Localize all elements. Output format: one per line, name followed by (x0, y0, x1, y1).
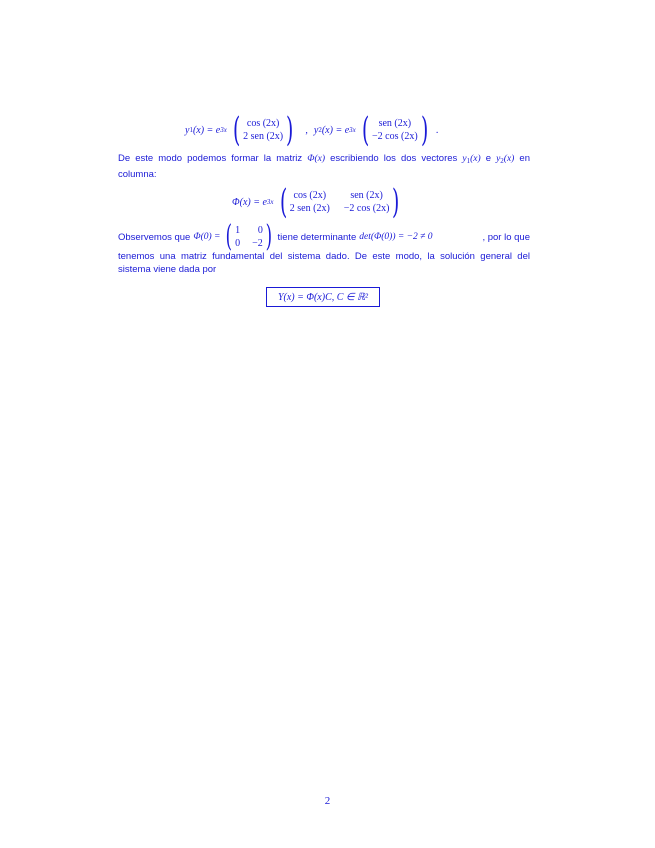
general-solution-formula: Y(x) = Φ(x)C, C ∈ ℝ² (277, 291, 369, 303)
matrix-entry: 0 (235, 237, 241, 249)
y1-argument: (x) = e (192, 124, 221, 136)
inline-math-subscript: 2 (500, 157, 504, 165)
y1-symbol: y (185, 124, 190, 136)
text-run: tenemos una matriz fundamental del sistema dado. De este modo, la solución general del (118, 251, 530, 262)
paragraph-matrix-definition (118, 152, 530, 181)
text-run: De este modo podemos formar la matriz (118, 153, 308, 164)
phi-lhs: Φ(x) = e (232, 196, 267, 208)
left-paren: ( (279, 182, 287, 222)
left-paren: ( (226, 219, 233, 254)
right-paren: ) (286, 110, 294, 150)
inline-math-determinant: det(Φ(0)) = −2 ≠ 0 (359, 232, 433, 242)
matrix-entry: −2 (252, 237, 263, 249)
text-run: tiene determinante (277, 231, 357, 243)
paragraph-fundamental-line3 (118, 263, 530, 276)
matrix-entry: 2 sen (2x) (289, 202, 330, 214)
inline-math-arg: (x) (470, 154, 481, 164)
text-run: e (480, 153, 497, 164)
page-number: 2 (324, 795, 331, 807)
right-paren: ) (420, 110, 428, 150)
separator-comma: , (305, 124, 308, 136)
phi-exponent: 3x (266, 198, 274, 206)
paragraph-fundamental-line2 (118, 250, 530, 263)
y2-exponent: 3x (349, 126, 356, 134)
y2-vector-entry: sen (2x) (378, 117, 412, 129)
text-run: escribiendo los dos vectores (325, 153, 463, 164)
inline-math-phi-zero: Φ(0) = (193, 232, 221, 242)
y2-vector-entry: −2 cos (2x) (372, 130, 418, 142)
inline-math-subscript: 1 (466, 157, 471, 165)
phi-zero-matrix (223, 219, 274, 254)
y1-vector-entry: 2 sen (2x) (243, 130, 284, 142)
text-run: en columna: (118, 153, 530, 180)
matrix-entry: cos (2x) (293, 189, 327, 201)
inline-math-arg: (x) (503, 154, 515, 164)
text-run: Observemos que (118, 231, 191, 243)
phi-matrix (277, 182, 403, 222)
y1-vector-entry: cos (2x) (246, 117, 280, 129)
text-run: sistema viene dada por (118, 264, 217, 275)
matrix-entry: −2 cos (2x) (343, 202, 390, 214)
inline-math-y2: y (496, 154, 501, 164)
matrix-entry: sen (2x) (350, 189, 383, 201)
y1-subscript: 1 (189, 126, 193, 134)
period: . (435, 124, 439, 136)
matrix-entry: 0 (257, 224, 263, 236)
paragraph-fundamental-line1 (118, 219, 530, 254)
boxed-general-solution (266, 287, 380, 307)
equation-y1-y2 (185, 112, 438, 148)
inline-math-y1: y (462, 154, 467, 164)
y2-argument: (x) = e (321, 124, 350, 136)
equation-phi-matrix (232, 184, 406, 220)
y1-vector (230, 110, 297, 150)
y1-exponent: 3x (220, 126, 227, 134)
right-paren: ) (265, 219, 272, 254)
y2-symbol: y (313, 124, 319, 136)
matrix-entry: 1 (235, 224, 241, 236)
right-paren: ) (392, 182, 400, 222)
y2-subscript: 2 (318, 126, 322, 134)
text-run: , por lo que (482, 231, 530, 243)
y2-vector (359, 110, 431, 150)
inline-math-phi: Φ(x) (307, 154, 325, 164)
left-paren: ( (232, 110, 241, 150)
left-paren: ( (361, 110, 370, 150)
